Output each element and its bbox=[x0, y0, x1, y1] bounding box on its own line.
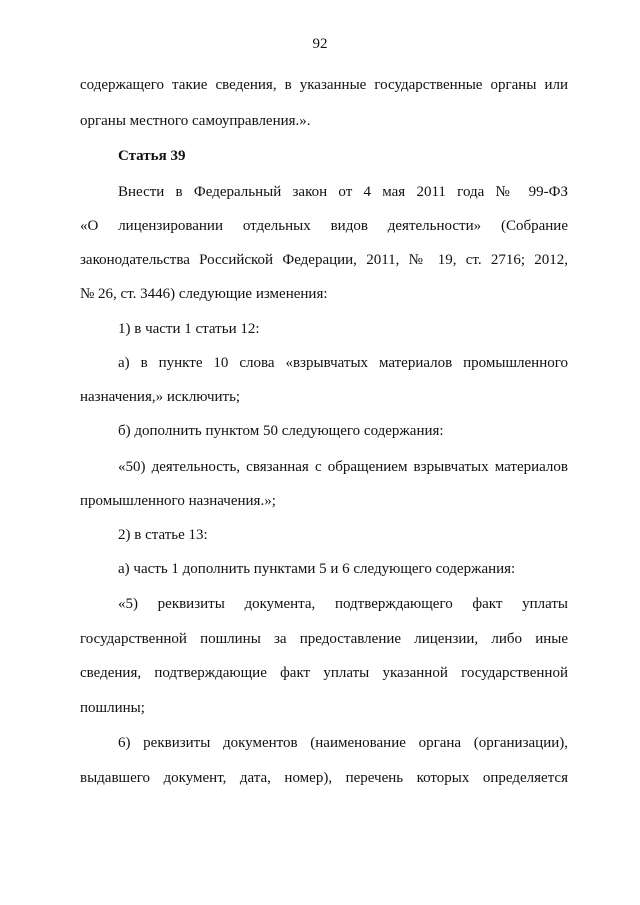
article-heading: Статья 39 bbox=[118, 148, 186, 164]
text-line: выдавшего документ, дата, номер), перечень которых определяется bbox=[80, 770, 568, 786]
list-item: а) часть 1 дополнить пунктами 5 и 6 следующего содержания: bbox=[118, 561, 516, 577]
text-line: содержащего такие сведения, в указанные государственные органы или bbox=[80, 77, 568, 93]
text-line: сведения, подтверждающие факт уплаты указанной государственной bbox=[80, 665, 568, 681]
list-item: 1) в части 1 статьи 12: bbox=[118, 321, 260, 337]
text-line: «50) деятельность, связанная с обращением взрывчатых материалов bbox=[118, 459, 568, 475]
text-line: 6) реквизиты документов (наименование органа (организации), bbox=[118, 735, 568, 751]
text-line: государственной пошлины за предоставление лицензии, либо иные bbox=[80, 631, 568, 647]
text-line: № 26, ст. 3446) следующие изменения: bbox=[80, 286, 328, 302]
text-line: законодательства Российской Федерации, 2011, № 19, ст. 2716; 2012, bbox=[80, 252, 568, 268]
list-item: б) дополнить пунктом 50 следующего содержания: bbox=[118, 423, 444, 439]
text-line: «О лицензировании отдельных видов деятельности» (Собрание bbox=[80, 218, 568, 234]
text-line: промышленного назначения.»; bbox=[80, 493, 276, 509]
text-line: органы местного самоуправления.». bbox=[80, 113, 311, 129]
text-line: а) в пункте 10 слова «взрывчатых материалов промышленного bbox=[118, 355, 568, 371]
page-number: 92 bbox=[312, 36, 328, 52]
list-item: 2) в статье 13: bbox=[118, 527, 208, 543]
text-line: пошлины; bbox=[80, 700, 145, 716]
text-line: «5) реквизиты документа, подтверждающего факт уплаты bbox=[118, 596, 568, 612]
text-line: Внести в Федеральный закон от 4 мая 2011 года № 99-ФЗ bbox=[118, 184, 568, 200]
text-line: назначения,» исключить; bbox=[80, 389, 241, 405]
